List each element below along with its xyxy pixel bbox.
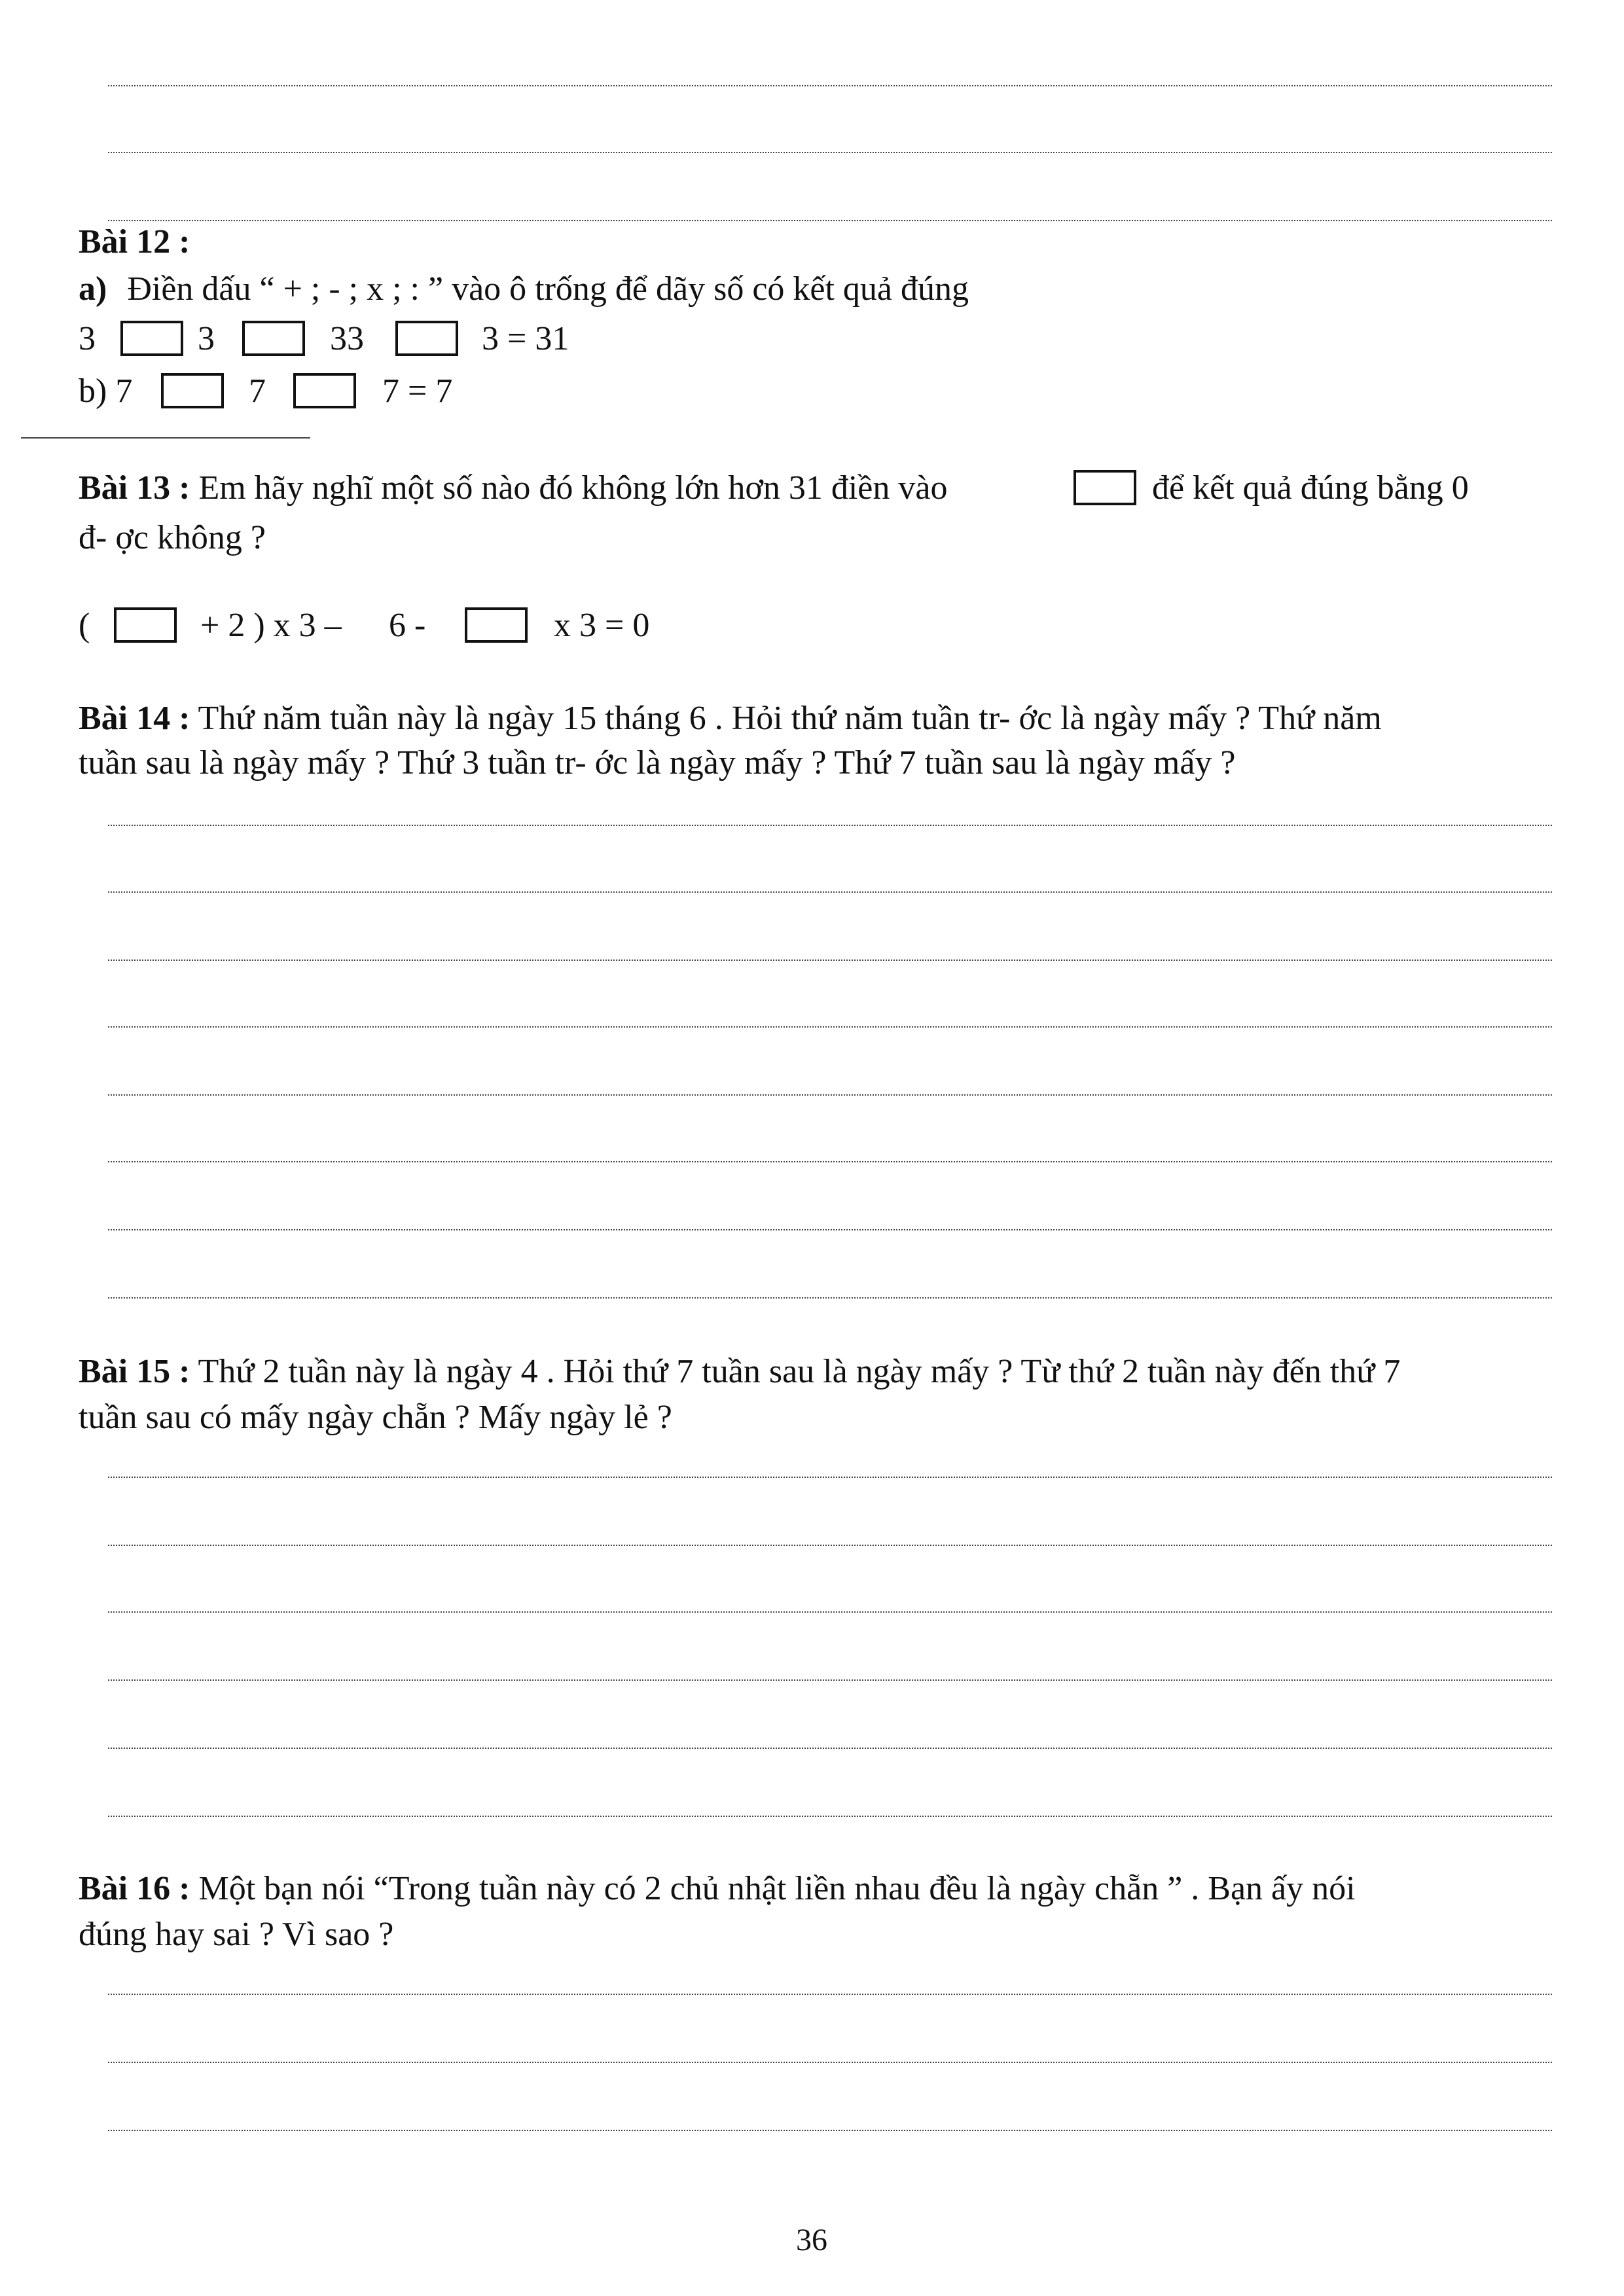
- answer-line: [108, 960, 1552, 961]
- answer-line: [108, 1545, 1552, 1546]
- exercise-12-title: Bài 12 :: [79, 223, 190, 260]
- exercise-13-text-2: để kết quả đúng bằng 0: [1152, 469, 1469, 507]
- eq1-term: 3: [198, 320, 215, 357]
- answer-box[interactable]: [465, 607, 528, 643]
- eq1-term: 33: [330, 320, 364, 357]
- answer-box[interactable]: [293, 373, 356, 408]
- answer-line: [108, 1229, 1552, 1230]
- answer-line: [108, 85, 1552, 86]
- answer-line: [108, 1026, 1552, 1028]
- answer-line: [108, 1816, 1552, 1817]
- exercise-16-text: [79, 1867, 1356, 1911]
- exercise-14-text-1: Thứ năm tuần này là ngày 15 tháng 6 . Hỏi thứ năm tuần tr- ớc là ngày mấy ? Thứ năm: [198, 700, 1382, 737]
- eq2-term: 7: [249, 372, 266, 410]
- exercise-12a-instruction: [79, 267, 969, 312]
- eq-term: x 3 = 0: [554, 607, 650, 644]
- eq-term: + 2 ) x 3 –: [200, 607, 342, 644]
- answer-line: [108, 1477, 1552, 1478]
- answer-line: [108, 152, 1552, 153]
- answer-line: [108, 220, 1552, 221]
- answer-line: [108, 1297, 1552, 1299]
- eq-term: 6 -: [389, 607, 426, 644]
- answer-line: [108, 1611, 1552, 1613]
- answer-line: [108, 2130, 1552, 2131]
- exercise-14-text-2: tuần sau là ngày mấy ? Thứ 3 tuần tr- ớc là ngày mấy ? Thứ 7 tuần sau là ngày mấy ?: [79, 744, 1236, 781]
- exercise-13-text-1: Em hãy nghĩ một số nào đó không lớn hơn 31 điền vào: [198, 469, 948, 507]
- exercise-15-text-2: tuần sau có mấy ngày chẵn ? Mấy ngày lẻ ?: [79, 1399, 672, 1436]
- part-a-text: Điền dấu “ + ; - ; x ; : ” vào ô trống để dãy số có kết quả đúng: [127, 270, 969, 308]
- exercise-15-title: Bài 15 :: [79, 1353, 190, 1390]
- answer-line: [108, 2062, 1552, 2063]
- part-a-label: a): [79, 270, 107, 308]
- exercise-15-text: [79, 1350, 1400, 1394]
- separator: [21, 437, 310, 439]
- answer-box[interactable]: [395, 321, 458, 356]
- answer-box[interactable]: [161, 373, 224, 408]
- answer-line: [108, 1679, 1552, 1681]
- answer-line: [108, 825, 1552, 826]
- exercise-16-text-2: đúng hay sai ? Vì sao ?: [79, 1916, 394, 1953]
- answer-box[interactable]: [120, 321, 183, 356]
- part-b-label: b) 7: [79, 372, 133, 410]
- page-number: 36: [796, 2223, 827, 2257]
- eq-open-paren: (: [79, 607, 90, 644]
- eq1-term: 3: [79, 320, 96, 357]
- answer-line: [108, 1094, 1552, 1096]
- answer-line: [108, 1748, 1552, 1749]
- eq1-result: 3 = 31: [482, 320, 569, 357]
- exercise-14-title: Bài 14 :: [79, 700, 190, 737]
- answer-line: [108, 1994, 1552, 1995]
- answer-box[interactable]: [242, 321, 305, 356]
- exercise-13-line-2: đ- ợc không ?: [79, 519, 266, 556]
- exercise-14-text: [79, 696, 1382, 741]
- answer-box[interactable]: [114, 607, 177, 643]
- exercise-15-text-1: Thứ 2 tuần này là ngày 4 . Hỏi thứ 7 tuần sau là ngày mấy ? Từ thứ 2 tuần này đến thứ 7: [198, 1353, 1401, 1390]
- exercise-16-title: Bài 16 :: [79, 1870, 190, 1907]
- exercise-13-title: Bài 13 :: [79, 469, 190, 507]
- exercise-16-text-1: Một bạn nói “Trong tuần này có 2 chủ nhật liền nhau đều là ngày chẵn ” . Bạn ấy nói: [198, 1870, 1356, 1907]
- exercise-13-text: [79, 466, 947, 511]
- answer-line: [108, 1161, 1552, 1162]
- eq2-result: 7 = 7: [382, 372, 453, 410]
- answer-line: [108, 891, 1552, 893]
- answer-box[interactable]: [1074, 470, 1136, 505]
